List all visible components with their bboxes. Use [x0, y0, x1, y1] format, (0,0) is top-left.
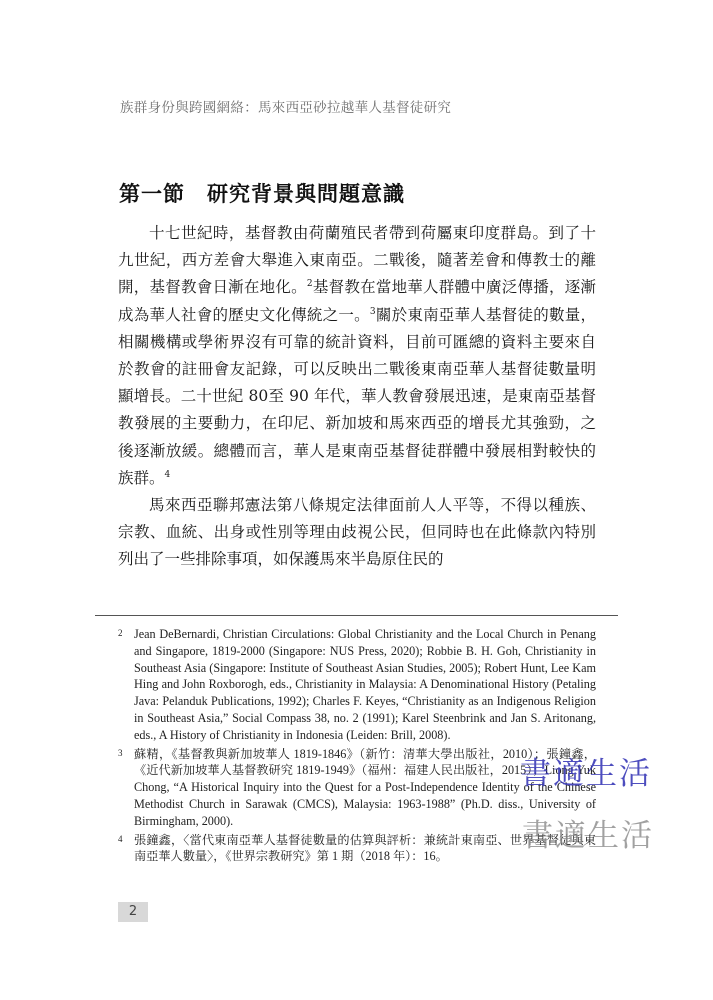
text-run: 東南亞華人基督徒的數量，相關機構或學術界沒有可靠的統計: [118, 305, 596, 351]
text-run: 關於: [375, 305, 408, 324]
paragraph: [118, 220, 596, 492]
text-run: 族群。: [118, 468, 165, 487]
watermark: 書適生活: [522, 818, 654, 854]
footnote-text: 蘇精，《基督教與新加坡華人 1819-1846》（新竹：清華大學出版社，2010）；張鐘鑫，《近代新加坡華人基督教研究 1819-1949》（福州：福建人民出版社，2015）；Liong Yuk Chong, “A Historical Inquiry into the Quest for a Post-Independence Identity of the Chinese Methodist Church in Sarawak (CMCS), Malaysia: 1963-1988” (Ph.D. diss., University of Birmingham, 2000).: [134, 746, 596, 828]
footnote: [118, 626, 596, 744]
text-run: 到了十九世紀，西方差會大舉進入東南亞。二戰後，隨著差會: [118, 224, 596, 270]
text-run: 種族、宗教、血統、出身或性別等理由歧視公民，但同時也在: [118, 496, 596, 542]
body-text: [118, 220, 596, 574]
footnote-number: 3: [118, 747, 123, 758]
text-run: 資料，目前可匯總的資料主要來自於教會的註冊會友記錄，可: [118, 332, 596, 379]
text-run: 動力，在印尼、新加坡和馬來西亞的增長尤其強勁，之後逐漸: [118, 414, 596, 460]
text-run: 馬來西亞聯邦憲法第八條規定法律面前人人平等，不得以: [149, 496, 549, 515]
footnote-ref[interactable]: 2: [306, 279, 313, 290]
footnote-ref[interactable]: 3: [369, 306, 376, 317]
footnote-text: 張鐘鑫，〈當代東南亞華人基督徒數量的估算與評析：兼統計東南亞、世界基督徒與東南亞華人數量〉，《世界宗教研究》第 1 期（2018 年）：16。: [134, 832, 596, 864]
text-run: 至 90 年代，華人教會發展迅速，是東南亞基督教發展的主要: [118, 387, 596, 433]
paragraph: [118, 492, 596, 574]
footnote-separator: [95, 615, 618, 616]
text-run: 體中廣泛傳播，逐漸成為華人社會的歷史文化傳統之一。: [118, 278, 596, 324]
text-run: 基督教在當地華人群: [312, 278, 455, 297]
running-header: 族群身份與跨國網絡：馬來西亞砂拉越華人基督徒研究: [120, 100, 452, 116]
section-heading: 研究背景與問題意識: [207, 182, 405, 206]
footnote-number: 2: [118, 628, 123, 638]
text-run: 放緩。總體而言，華人是東南亞基督徒群體中發展相對較快的: [165, 441, 596, 460]
footnote-number: 4: [118, 833, 123, 844]
text-run: 此條款內特別列出了一些排除事項，如保護馬來半島原住民的: [118, 523, 596, 569]
section-number: 第一節: [119, 182, 185, 206]
watermark: 書適生活: [520, 756, 652, 792]
text-run: 以反映出二戰後東南亞華人基督徒數量明顯增長。二十世紀 80: [118, 360, 596, 406]
footnote-text: Jean DeBernardi, Christian Circulations: Global Christianity and the Local Church in Penang and Singapore, 1819-2000 (Singapore: NUS Press, 2020); Robbie B. H. Goh, Christianity in Southeast Asia (Singapore: Institute of Southeast Asian Studies, 2005); Robert Hunt, Lee Kam Hing and John Roxborogh, eds., Christianity in Malaysia: A Denominational History (Petaling Java: Pelanduk Publications, 1992); Charles F. Keyes, “Christianity as an Indigenous Religion in Southeast Asia,” Social Compass 38, no. 2 (1991); Karel Steenbrink and Jan S. Aritonang, eds., A History of Christianity in Indonesia (Leiden: Brill, 2008).: [134, 627, 596, 742]
text-run: 十七世紀時，基督教由荷蘭殖民者帶到荷屬東印度群島。: [149, 224, 549, 242]
text-run: 和傳教士的離開，基督教會日漸在地化。: [118, 251, 596, 297]
section-title: [119, 178, 405, 208]
footnote-ref[interactable]: 4: [164, 469, 171, 480]
page-number: 2: [118, 902, 148, 922]
